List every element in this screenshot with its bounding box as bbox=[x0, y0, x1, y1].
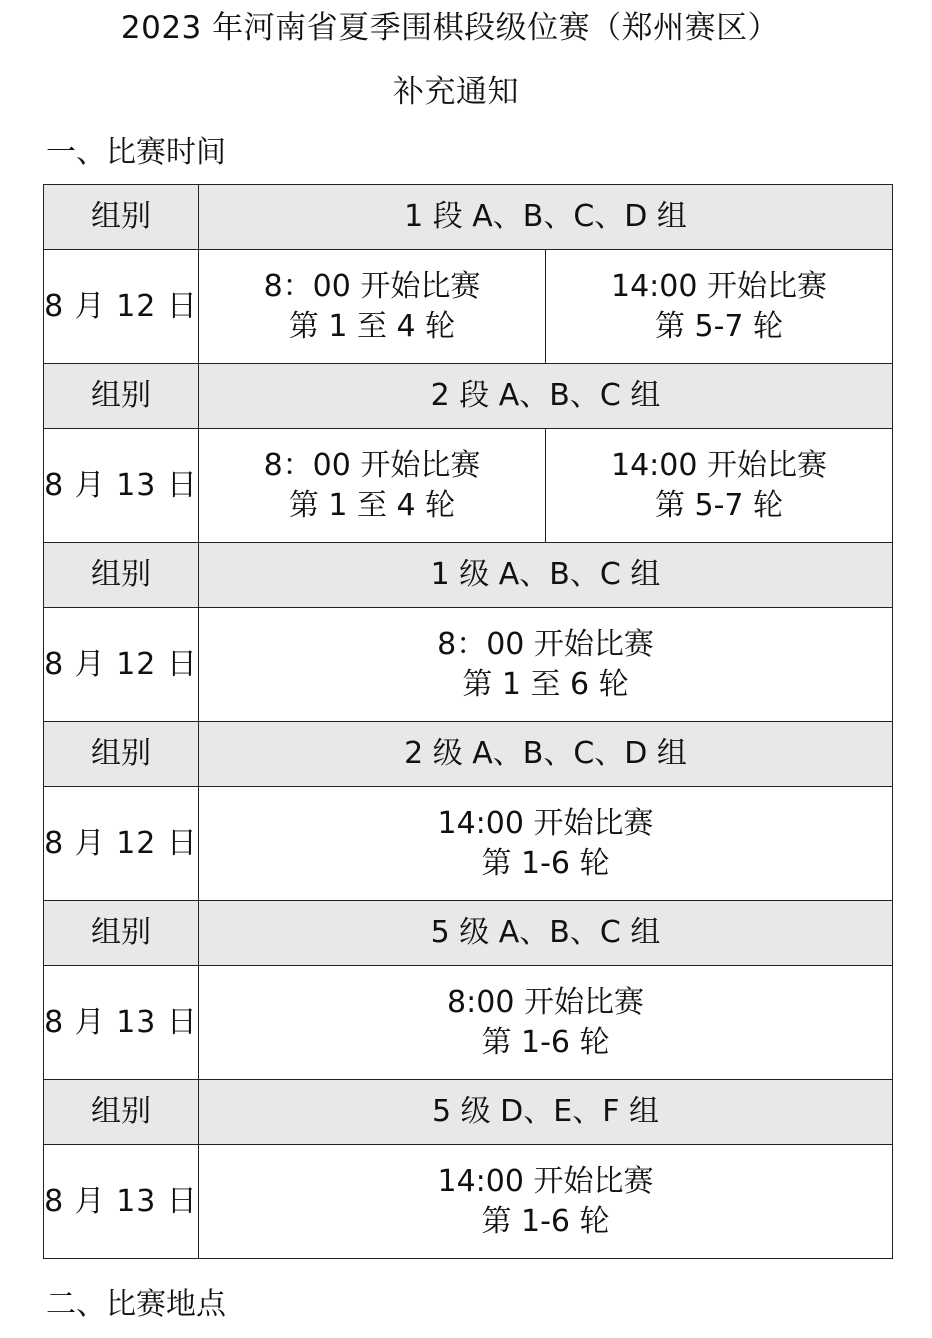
schedule-row bbox=[44, 966, 893, 1080]
group-header-row bbox=[44, 1080, 893, 1145]
session-cell bbox=[546, 250, 893, 364]
session-cell bbox=[546, 429, 893, 543]
session-rounds: 第 1-6 轮 bbox=[481, 1203, 610, 1239]
document-subtitle: 补充通知 bbox=[393, 74, 519, 110]
group-name: 1 段 A、B、C、D 组 bbox=[199, 185, 893, 250]
schedule-row bbox=[44, 1145, 893, 1259]
session-start: 8：00 开始比赛 bbox=[437, 626, 654, 662]
session-start: 14:00 开始比赛 bbox=[437, 1163, 654, 1199]
group-header-row bbox=[44, 185, 893, 250]
session-start: 14:00 开始比赛 bbox=[611, 447, 827, 483]
session-rounds: 第 1 至 4 轮 bbox=[288, 308, 456, 344]
session-start: 14:00 开始比赛 bbox=[611, 268, 827, 304]
group-header-row bbox=[44, 901, 893, 966]
group-label: 组别 bbox=[44, 543, 199, 608]
schedule-row bbox=[44, 429, 893, 543]
session-start: 14:00 开始比赛 bbox=[437, 805, 654, 841]
session-start: 8：00 开始比赛 bbox=[263, 447, 481, 483]
session-rounds: 第 5-7 轮 bbox=[654, 487, 784, 523]
group-header-row bbox=[44, 722, 893, 787]
date-cell: 8 月 12 日 bbox=[44, 787, 199, 901]
section-heading-venue: 二、比赛地点 bbox=[46, 1287, 226, 1322]
date-cell: 8 月 12 日 bbox=[44, 608, 199, 722]
session-cell bbox=[199, 429, 546, 543]
date-cell: 8 月 13 日 bbox=[44, 966, 199, 1080]
group-name: 5 级 D、E、F 组 bbox=[199, 1080, 893, 1145]
session-rounds: 第 5-7 轮 bbox=[654, 308, 784, 344]
session-rounds: 第 1-6 轮 bbox=[481, 1024, 610, 1060]
session-rounds: 第 1 至 6 轮 bbox=[462, 666, 629, 702]
session-cell bbox=[199, 608, 893, 722]
group-name: 2 段 A、B、C 组 bbox=[199, 364, 893, 429]
group-header-row bbox=[44, 364, 893, 429]
date-cell: 8 月 12 日 bbox=[44, 250, 199, 364]
schedule-row bbox=[44, 250, 893, 364]
session-cell bbox=[199, 1145, 893, 1259]
session-start: 8:00 开始比赛 bbox=[447, 984, 644, 1020]
schedule-table bbox=[43, 184, 893, 1259]
document-title: 2023 年河南省夏季围棋段级位赛（郑州赛区） bbox=[120, 10, 780, 46]
group-name: 1 级 A、B、C 组 bbox=[199, 543, 893, 608]
group-label: 组别 bbox=[44, 364, 199, 429]
group-name: 2 级 A、B、C、D 组 bbox=[199, 722, 893, 787]
group-label: 组别 bbox=[44, 185, 199, 250]
session-cell bbox=[199, 250, 546, 364]
group-label: 组别 bbox=[44, 901, 199, 966]
group-name: 5 级 A、B、C 组 bbox=[199, 901, 893, 966]
group-header-row bbox=[44, 543, 893, 608]
schedule-row bbox=[44, 608, 893, 722]
schedule-row bbox=[44, 787, 893, 901]
session-cell bbox=[199, 966, 893, 1080]
session-rounds: 第 1 至 4 轮 bbox=[288, 487, 456, 523]
date-cell: 8 月 13 日 bbox=[44, 1145, 199, 1259]
session-start: 8：00 开始比赛 bbox=[263, 268, 481, 304]
group-label: 组别 bbox=[44, 1080, 199, 1145]
section-heading-time: 一、比赛时间 bbox=[46, 135, 226, 170]
session-rounds: 第 1-6 轮 bbox=[481, 845, 610, 881]
date-cell: 8 月 13 日 bbox=[44, 429, 199, 543]
session-cell bbox=[199, 787, 893, 901]
group-label: 组别 bbox=[44, 722, 199, 787]
